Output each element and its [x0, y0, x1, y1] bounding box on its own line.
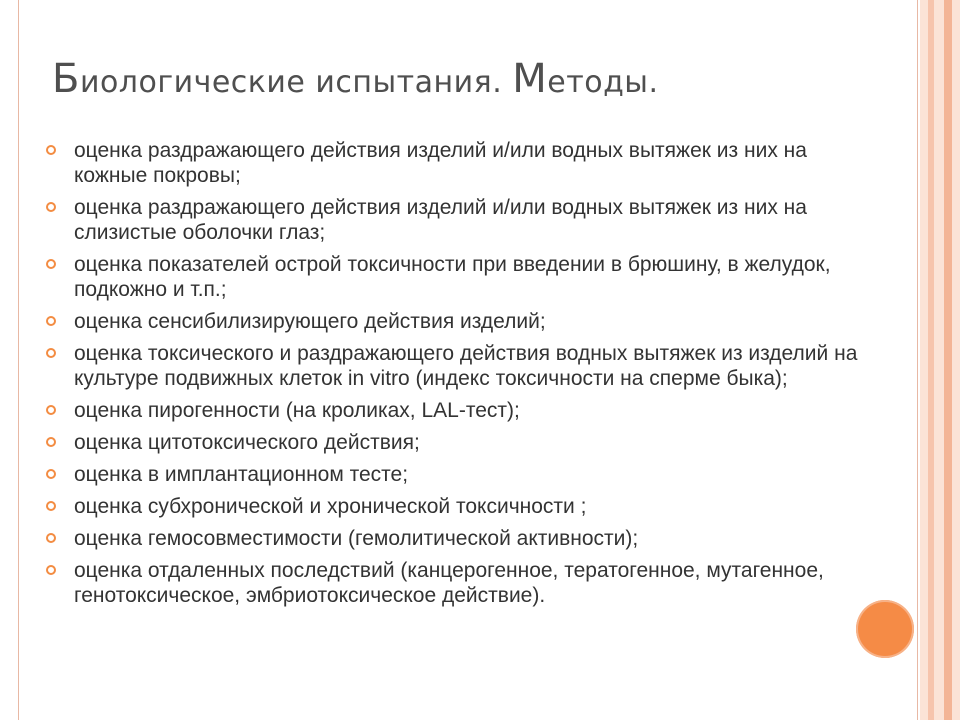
list-item	[46, 462, 876, 487]
bullet-list	[46, 138, 876, 615]
title-rest-2: етоды.	[547, 65, 659, 100]
stripe	[952, 0, 960, 720]
list-item	[46, 494, 876, 519]
list-item	[46, 398, 876, 423]
list-item-text: оценка цитотоксического действия;	[74, 431, 420, 454]
list-item	[46, 430, 876, 455]
decorative-stripes	[920, 0, 960, 720]
title-cap-2: М	[512, 56, 548, 102]
list-item-text: оценка пирогенности (на кроликах, LAL-тест);	[74, 399, 520, 422]
bullet-circle-icon	[46, 533, 56, 543]
bullet-circle-icon	[46, 437, 56, 447]
bullet-circle-icon	[46, 405, 56, 415]
title-cap-1: Б	[52, 56, 80, 102]
decorative-circle	[856, 600, 914, 658]
list-item	[46, 195, 876, 245]
list-item-text: оценка сенсибилизирующего действия изделий;	[74, 310, 546, 333]
list-item	[46, 138, 876, 188]
list-item-text: оценка раздражающего действия изделий и/или водных вытяжек из них на слизистые оболочки глаз;	[74, 196, 807, 244]
bullet-circle-icon	[46, 316, 56, 326]
list-item	[46, 252, 876, 302]
list-item	[46, 309, 876, 334]
bullet-circle-icon	[46, 259, 56, 269]
title-rest-1: иологические испытания.	[79, 65, 513, 100]
list-item-text: оценка показателей острой токсичности при введении в брюшину, в желудок, подкожно и т.п.;	[74, 253, 831, 301]
list-item-text: оценка отдаленных последствий (канцерогенное, тератогенное, мутагенное, генотоксическое, эмбриотоксическое действие).	[74, 559, 824, 607]
bullet-circle-icon	[46, 565, 56, 575]
list-item-text: оценка гемосовместимости (гемолитической активности);	[74, 527, 639, 550]
bullet-circle-icon	[46, 145, 56, 155]
bullet-circle-icon	[46, 501, 56, 511]
list-item-text: оценка раздражающего действия изделий и/или водных вытяжек из них на кожные покровы;	[74, 139, 807, 187]
stripe	[920, 0, 928, 720]
list-item-text: оценка субхронической и хронической токсичности ;	[74, 495, 587, 518]
slide-title	[52, 52, 872, 110]
list-item	[46, 526, 876, 551]
list-item	[46, 341, 876, 391]
bullet-circle-icon	[46, 469, 56, 479]
list-item	[46, 558, 876, 608]
list-item-text: оценка токсического и раздражающего действия водных вытяжек из изделий на культуре подвижных клеток in vitro (индекс токсичности на сперме быка);	[74, 342, 858, 390]
bullet-circle-icon	[46, 348, 56, 358]
stripe	[944, 0, 952, 720]
list-item-text: оценка в имплантационном тесте;	[74, 463, 409, 486]
bullet-circle-icon	[46, 202, 56, 212]
stripe	[934, 0, 944, 720]
